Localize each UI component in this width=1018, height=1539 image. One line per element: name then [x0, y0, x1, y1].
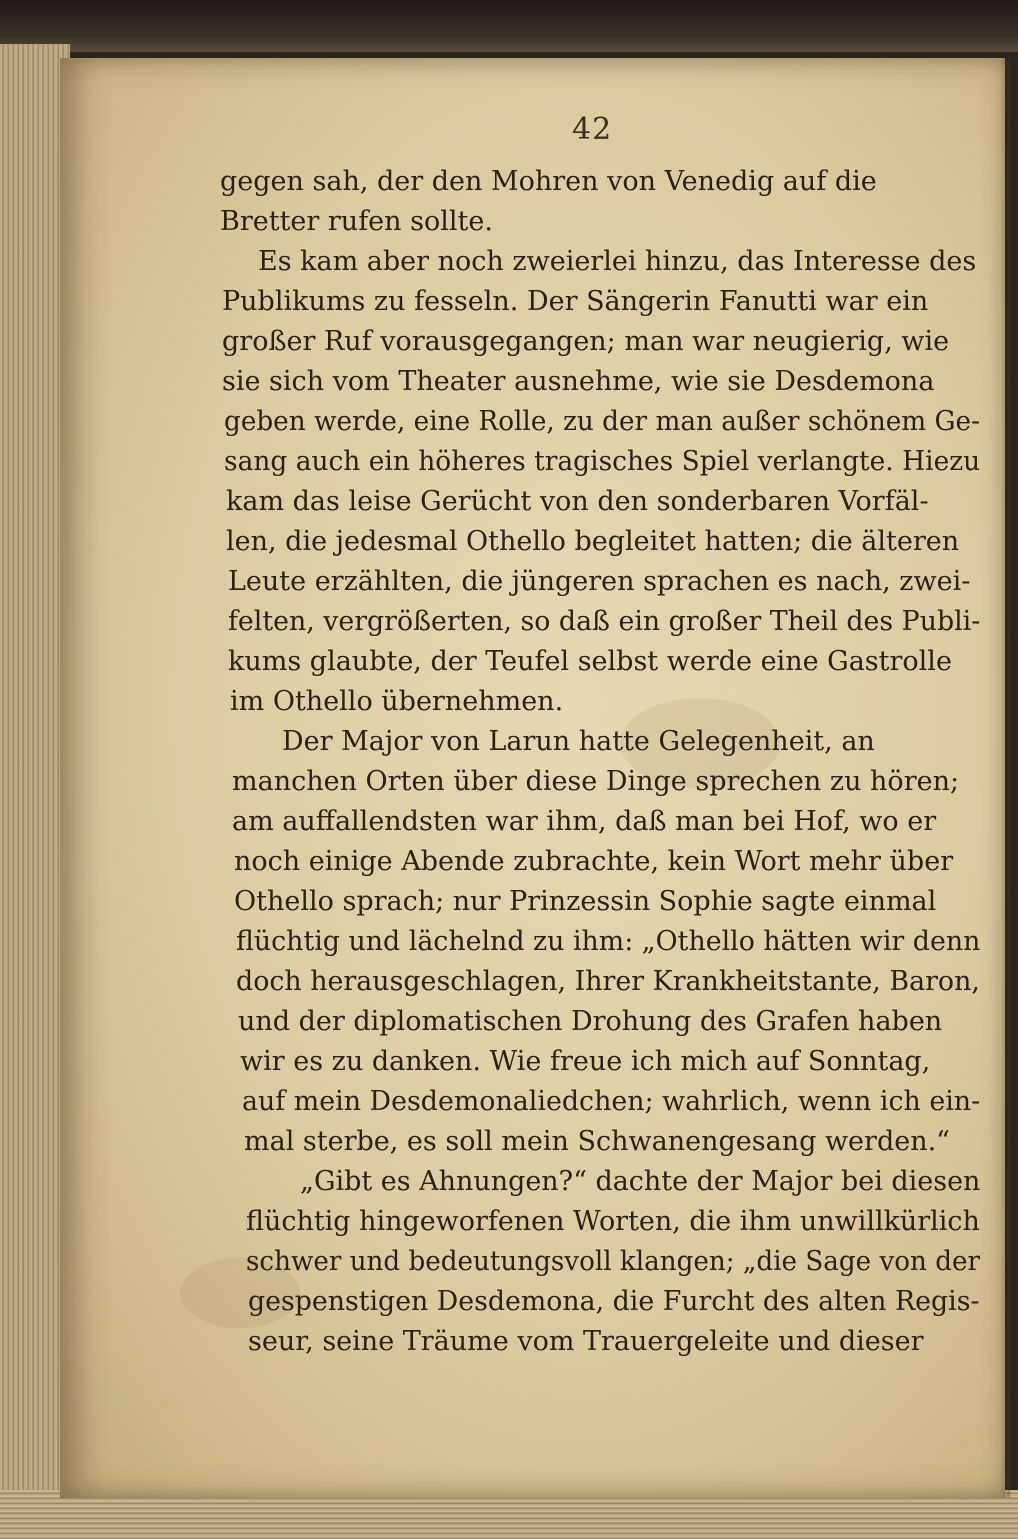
text-line: Bretter rufen sollte.: [220, 206, 493, 237]
text-line: noch einige Abende zubrachte, kein Wort mehr über: [234, 846, 954, 877]
text-line: Der Major von Larun hatte Gelegenheit, an: [282, 726, 875, 757]
text-line: len, die jedesmal Othello begleitet hatten; die älteren: [226, 526, 960, 557]
text-line: Othello sprach; nur Prinzessin Sophie sagte einmal: [234, 886, 937, 917]
text-line: „Gibt es Ahnungen?“ dachte der Major bei diesen: [300, 1166, 981, 1197]
text-line: gegen sah, der den Mohren von Venedig auf die: [220, 166, 877, 197]
text-line: seur, seine Träume vom Trauergeleite und dieser: [248, 1326, 924, 1357]
text-line: geben werde, eine Rolle, zu der man außer schönem Ge-: [224, 406, 980, 437]
text-line: sie sich vom Theater ausnehme, wie sie Desdemona: [222, 366, 935, 397]
text-line: auf mein Desdemonaliedchen; wahrlich, wenn ich ein-: [242, 1086, 981, 1117]
text-line: doch herausgeschlagen, Ihrer Krankheitstante, Baron,: [236, 966, 980, 997]
text-line: im Othello übernehmen.: [230, 686, 564, 717]
text-line: am auffallendsten war ihm, daß man bei Hof, wo er: [232, 806, 937, 837]
text-line: schwer und bedeutungsvoll klangen; „die Sage von der: [246, 1246, 981, 1277]
text-line: kam das leise Gerücht von den sonderbaren Vorfäl-: [226, 486, 929, 517]
text-line: gespenstigen Desdemona, die Furcht des alten Regis-: [248, 1286, 980, 1317]
text-line: mal sterbe, es soll mein Schwanengesang werden.“: [244, 1126, 950, 1157]
text-line: Es kam aber noch zweierlei hinzu, das Interesse des: [258, 246, 977, 277]
text-line: Leute erzählten, die jüngeren sprachen es nach, zwei-: [228, 566, 971, 597]
book-cover-edge: [0, 0, 1018, 52]
text-line: flüchtig und lächelnd zu ihm: „Othello hätten wir denn: [236, 926, 981, 957]
text-line: und der diplomatischen Drohung des Grafen haben: [238, 1006, 943, 1037]
text-line: flüchtig hingeworfenen Worten, die ihm unwillkürlich: [246, 1206, 980, 1237]
text-line: manchen Orten über diese Dinge sprechen zu hören;: [232, 766, 960, 797]
text-line: Publikums zu fesseln. Der Sängerin Fanutti war ein: [222, 286, 929, 317]
page-edge-shadow: [1000, 58, 1010, 1498]
text-line: großer Ruf vorausgegangen; man war neugierig, wie: [222, 326, 950, 357]
text-line: wir es zu danken. Wie freue ich mich auf Sonntag,: [240, 1046, 931, 1077]
text-line: felten, vergrößerten, so daß ein großer Theil des Publi-: [228, 606, 981, 637]
page-number: 42: [572, 112, 613, 147]
text-line: sang auch ein höheres tragisches Spiel verlangte. Hiezu: [224, 446, 981, 477]
text-line: kums glaubte, der Teufel selbst werde eine Gastrolle: [228, 646, 952, 677]
